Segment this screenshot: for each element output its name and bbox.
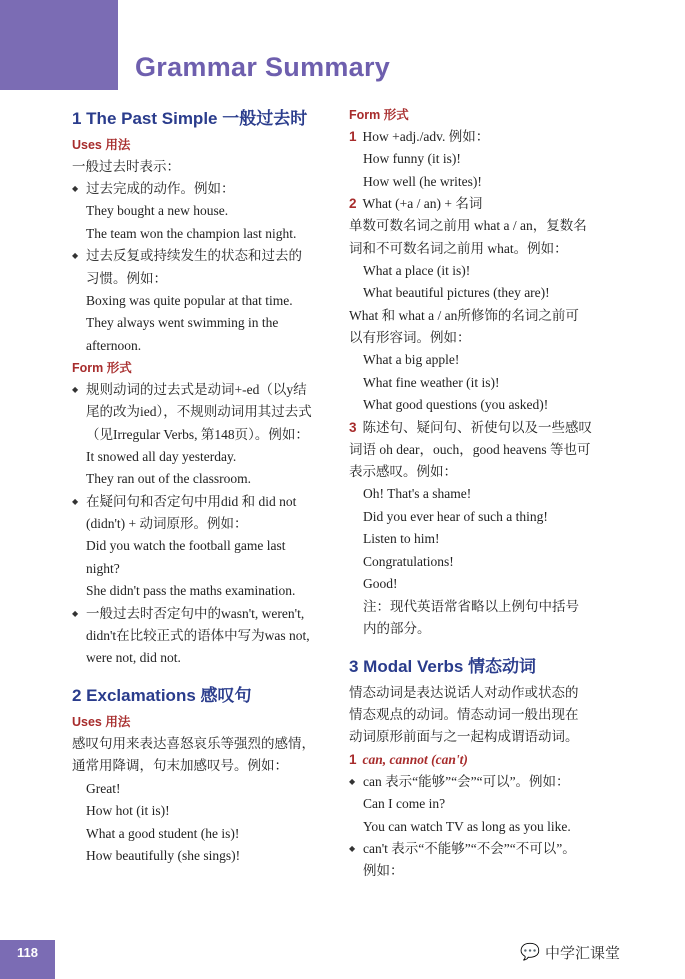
- page-number: 118: [17, 945, 38, 960]
- text-line: 词和不可数名词之前用 what。例如：: [349, 240, 568, 256]
- item-number: 1: [349, 129, 357, 144]
- example-sentence: How beautifully (she sings)!: [86, 848, 241, 864]
- bullet-item: ◆ 在疑问句和否定句中用did 和 did not: [72, 491, 337, 513]
- numbered-item: [349, 417, 619, 439]
- numbered-item: [349, 126, 619, 148]
- text-line: 感叹句用来表达喜怒哀乐等强烈的感情，: [72, 736, 315, 752]
- text-line: 表示感叹。例如：: [349, 464, 457, 479]
- example-sentence: Listen to him!: [363, 531, 440, 547]
- chat-bubble-icon: 💬: [520, 944, 540, 961]
- right-column: [349, 104, 619, 882]
- example-sentence: Good!: [363, 576, 398, 592]
- watermark-text: 中学汇课堂: [545, 944, 621, 962]
- example-sentence: They ran out of the classroom.: [86, 471, 251, 487]
- example-sentence: What a good student (he is)!: [86, 825, 240, 841]
- subheading-form: Form 形式: [349, 108, 409, 122]
- section-heading-exclamations: 2 Exclamations 感叹句: [72, 686, 252, 706]
- section-heading-past-simple: 1 The Past Simple 一般过去时: [72, 109, 308, 128]
- example-sentence: What good questions (you asked)!: [363, 397, 549, 413]
- text-line: didn't在比较正式的语体中写为was not,: [86, 627, 310, 643]
- text-line: were not, did not.: [86, 650, 181, 666]
- item-text: How +adj./adv. 例如：: [362, 129, 490, 144]
- spacer: [349, 640, 619, 652]
- text-line: （见Irregular Verbs, 第148页）。例如：: [86, 426, 309, 442]
- item-text: can, cannot (can't): [362, 751, 468, 767]
- example-sentence: How hot (it is)!: [86, 803, 170, 819]
- item-text: 陈述句、疑问句、祈使句以及一些感叹: [362, 419, 593, 435]
- subheading-uses: Uses 用法: [72, 138, 131, 152]
- spacer: [72, 669, 337, 681]
- example-sentence: What a place (it is)!: [363, 262, 471, 278]
- text-line: 情态动词是表达说话人对动作或状态的: [349, 685, 579, 701]
- text-line: (didn't) + 动词原形。例如：: [86, 516, 248, 531]
- text-line: 词语 oh dear，ouch，good heavens 等也可: [349, 441, 591, 457]
- bullet-item: ◆ can 表示“能够”“会”“可以”。例如：: [349, 771, 619, 793]
- item-text: What (+a / an) + 名词: [362, 196, 483, 212]
- note-text: 注：现代英语常省略以上例句中括号: [363, 598, 579, 614]
- section-heading-modal-verbs: 3 Modal Verbs 情态动词: [349, 657, 537, 677]
- example-sentence: She didn't pass the maths examination.: [86, 583, 296, 599]
- text-line: 通常用降调，句末加感叹号。例如：: [72, 758, 288, 774]
- example-sentence: Did you ever hear of such a thing!: [363, 508, 548, 524]
- text-line: 一般过去时表示：: [72, 159, 180, 174]
- left-column: [72, 104, 337, 868]
- example-sentence: Boxing was quite popular at that time.: [86, 292, 293, 308]
- header-color-block: [0, 0, 118, 90]
- example-sentence: Congratulations!: [363, 553, 454, 569]
- item-number: 2: [349, 196, 357, 212]
- text-line: What 和 what a / an所修饰的名词之前可: [349, 307, 579, 323]
- example-sentence: The team won the champion last night.: [86, 225, 297, 241]
- subheading-uses: Uses 用法: [72, 715, 131, 730]
- example-sentence: How funny (it is)!: [363, 151, 461, 167]
- example-sentence: Can I come in?: [363, 796, 446, 811]
- item-number: 3: [349, 419, 357, 435]
- note-text: 内的部分。: [363, 620, 431, 636]
- example-sentence: They always went swimming in the: [86, 315, 279, 331]
- example-sentence: night?: [86, 560, 120, 576]
- text-line: 习惯。例如：: [86, 270, 167, 286]
- subheading-form: Form 形式: [72, 361, 132, 376]
- text-line: 例如：: [363, 863, 404, 879]
- example-sentence: What a big apple!: [363, 352, 460, 368]
- example-sentence: How well (he writes)!: [363, 173, 482, 189]
- text-line: 情态观点的动词。情态动词一般出现在: [349, 707, 579, 723]
- example-sentence: afternoon.: [86, 337, 142, 353]
- page-title: Grammar Summary: [135, 52, 391, 82]
- text-line: 以有形容词。例如：: [349, 329, 471, 345]
- numbered-item: [349, 749, 619, 771]
- example-sentence: Great!: [86, 780, 121, 796]
- bullet-item: ◆ 规则动词的过去式是动词+-ed（以y结: [72, 379, 337, 401]
- item-number: 1: [349, 751, 357, 767]
- bullet-item: ◆ 过去完成的动作。例如：: [72, 178, 337, 200]
- bullet-item: ◆ 一般过去时否定句中的wasn't, weren't,: [72, 603, 337, 625]
- example-sentence: What beautiful pictures (they are)!: [363, 285, 550, 301]
- example-sentence: Did you watch the football game last: [86, 538, 286, 554]
- bullet-item: ◆ 过去反复或持续发生的状态和过去的: [72, 245, 337, 267]
- example-sentence: You can watch TV as long as you like.: [363, 818, 571, 834]
- example-sentence: What fine weather (it is)!: [363, 374, 500, 390]
- text-line: 尾的改为ied），不规则动词用其过去式: [86, 404, 312, 420]
- numbered-item: [349, 193, 619, 215]
- text-line: 动词原形前面与之一起构成谓语动词。: [349, 729, 579, 745]
- example-sentence: It snowed all day yesterday.: [86, 448, 237, 464]
- example-sentence: Oh! That's a shame!: [363, 486, 472, 502]
- text-line: 单数可数名词之前用 what a / an，复数名: [349, 218, 587, 234]
- bullet-item: ◆ can't 表示“不能够”“不会”“不可以”。: [349, 838, 619, 860]
- example-sentence: They bought a new house.: [86, 203, 229, 219]
